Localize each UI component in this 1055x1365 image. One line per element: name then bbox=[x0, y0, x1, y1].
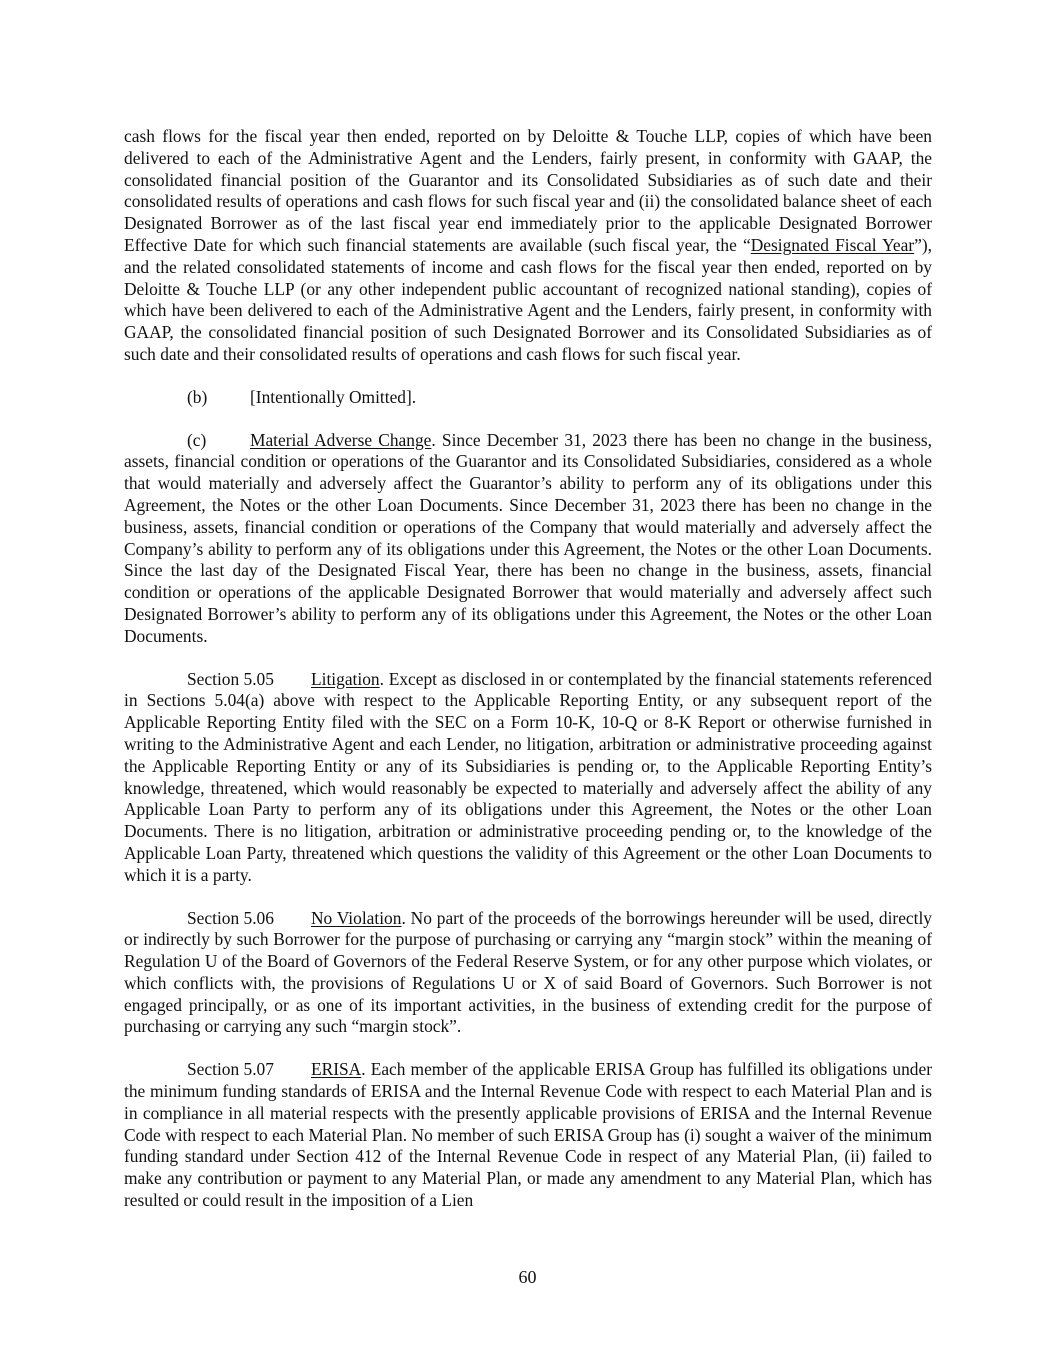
section-number-5-06: Section 5.06 bbox=[187, 907, 274, 928]
paragraph-text: ”), and the related consolidated statements of income and cash flows for the fiscal year then ended, reported on by Deloitte & Touche LLP (or any other independent public accountant of recognized national standing), copies of which have been delivered to each of the Administrative Agent and the Lenders, fairly present, in conformity with GAAP, the consolidated financial position of such Designated Borrower and its Consolidated Subsidiaries as of such date and their consolidated results of operations and cash flows for such fiscal year. bbox=[124, 234, 932, 364]
defined-term-designated-fiscal-year: Designated Fiscal Year bbox=[750, 234, 915, 255]
paragraph-b bbox=[124, 387, 932, 409]
section-5-07-erisa bbox=[124, 1059, 932, 1212]
section-text-5-06: . No part of the proceeds of the borrowings hereunder will be used, directly or indirectly by such Borrower for the purpose of purchasing or carrying any “margin stock” within the meaning of Regulation U of the Board of Governors of the Federal Reserve System, or for any other purpose which violates, or which conflicts with, the provisions of Regulations U or X of said Board of Governors. Such Borrower is not engaged principally, or as one of its important activities, in the business of extending credit for the purpose of purchasing or carrying any such “margin stock”. bbox=[124, 907, 932, 1037]
page-number: 60 bbox=[518, 1267, 537, 1287]
clause-number-c: (c) bbox=[187, 429, 207, 450]
document-page bbox=[124, 126, 932, 1233]
section-5-06-no-violation bbox=[124, 908, 932, 1039]
clause-number-b: (b) bbox=[187, 386, 208, 407]
section-heading-no-violation: No Violation bbox=[311, 907, 402, 928]
section-5-05-litigation bbox=[124, 669, 932, 887]
section-heading-litigation: Litigation bbox=[311, 668, 380, 689]
section-text-5-07: . Each member of the applicable ERISA Group has fulfilled its obligations under the minimum funding standards of ERISA and the Internal Revenue Code with respect to each Material Plan and is in compliance in all material respects with the presently applicable provisions of ERISA and the Internal Revenue Code with respect to each Material Plan. No member of such ERISA Group has (i) sought a waiver of the minimum funding standard under Section 412 of the Internal Revenue Code in respect of any Material Plan, (ii) failed to make any contribution or payment to any Material Plan, or made any amendment to any Material Plan, which has resulted or could result in the imposition of a Lien bbox=[124, 1059, 932, 1211]
clause-heading-material-adverse-change: Material Adverse Change bbox=[250, 429, 432, 450]
clause-text-b: [Intentionally Omitted]. bbox=[250, 386, 417, 407]
clause-text-c: . Since December 31, 2023 there has been no change in the business, assets, financial condition or operations of the Guarantor and its Consolidated Subsidiaries, considered as a whole that would materially and adversely affect the Guarantor’s ability to perform any of its obligations under this Agreement, the Notes or the other Loan Documents. Since December 31, 2023 there has been no change in the business, assets, financial condition or operations of the Company that would materially and adversely affect the Company’s ability to perform any of its obligations under this Agreement, the Notes or the other Loan Documents. Since the last day of the Designated Fiscal Year, there has been no change in the business, assets, financial condition or operations of the applicable Designated Borrower that would materially and adversely affect such Designated Borrower’s ability to perform any of its obligations under this Agreement, the Notes or the other Loan Documents. bbox=[124, 429, 932, 646]
paragraph-financial-statements-continued bbox=[124, 126, 932, 366]
paragraph-text: cash flows for the fiscal year then ended, reported on by Deloitte & Touche LLP, copies of which have been delivered to each of the Administrative Agent and the Lenders, fairly present, in conformity with GAAP, the consolidated financial position of the Guarantor and its Consolidated Subsidiaries as of such date and their consolidated results of operations and cash flows for such fiscal year and (ii) the consolidated balance sheet of each Designated Borrower as of the last fiscal year end immediately prior to the applicable Designated Borrower Effective Date for which such financial statements are available (such fiscal year, the “ bbox=[124, 126, 932, 255]
section-text-5-05: . Except as disclosed in or contemplated by the financial statements referenced in Sections 5.04(a) above with respect to the Applicable Reporting Entity, or any subsequent report of the Applicable Reporting Entity filed with the SEC on a Form 10-K, 10-Q or 8-K Report or otherwise furnished in writing to the Administrative Agent and each Lender, no litigation, arbitration or administrative proceeding against the Applicable Reporting Entity or any of its Subsidiaries is pending or, to the Applicable Reporting Entity’s knowledge, threatened, which would reasonably be expected to materially and adversely affect the ability of any Applicable Loan Party to perform any of its obligations under this Agreement, the Notes or the other Loan Documents. There is no litigation, arbitration or administrative proceeding pending or, to the knowledge of the Applicable Loan Party, threatened which questions the validity of this Agreement or the other Loan Documents to which it is a party. bbox=[124, 668, 932, 885]
paragraph-c-material-adverse-change bbox=[124, 430, 932, 648]
section-heading-erisa: ERISA bbox=[311, 1059, 362, 1080]
section-number-5-07: Section 5.07 bbox=[187, 1059, 274, 1080]
section-number-5-05: Section 5.05 bbox=[187, 668, 274, 689]
